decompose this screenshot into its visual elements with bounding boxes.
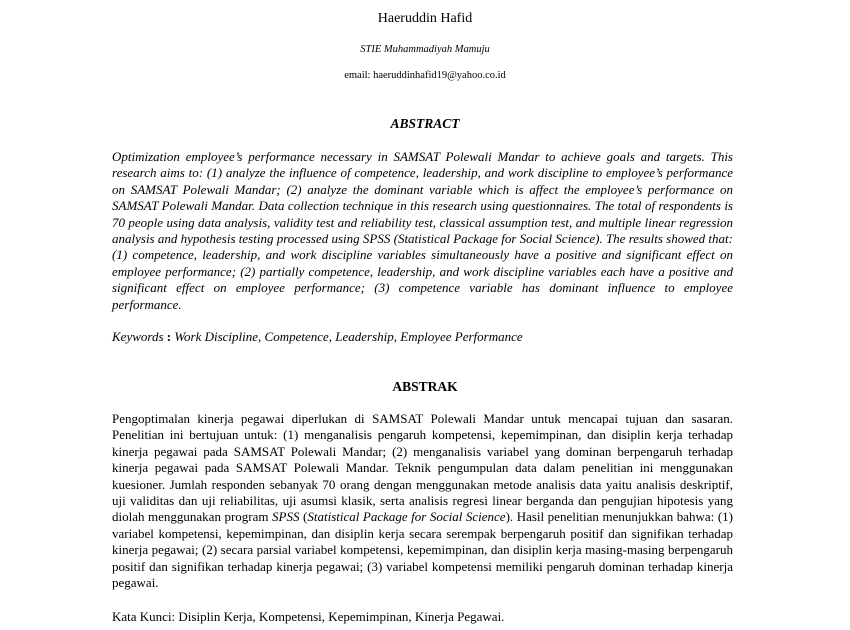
keywords-line [112, 329, 733, 345]
keywords-label: Keywords [112, 329, 164, 344]
abstrak-body [112, 411, 733, 591]
keywords-terms: Work Discipline, Competence, Leadership, Employee Performance [174, 329, 523, 344]
abstrak-body-part2: ). Hasil penelitian menunjukkan bahwa: (1) variabel kompetensi, kepemimpinan, dan disiplin kerja secara serempak berpengaruh positif dan signifikan terhadap kinerja pegawai; (2) secara parsial variabel kompetensi, kepemimpinan, dan disiplin kerja masing-masing berpengaruh positif dan signifikan terhadap kinerja pegawai; (3) variabel kompetensi memiliki pengaruh dominan terhadap kinerja pegawai. [112, 509, 733, 591]
keywords-colon: : [163, 329, 175, 344]
abstrak-paren-open: ( [299, 509, 308, 525]
abstrak-spss: SPSS [272, 509, 300, 525]
author-name: Haeruddin Hafid [377, 11, 473, 26]
author-email: email: haeruddinhafid19@yahoo.co.id [344, 70, 506, 81]
abstract-heading: ABSTRACT [390, 116, 460, 131]
kata-kunci-line: Kata Kunci: Disiplin Kerja, Kompetensi, Kepemimpinan, Kinerja Pegawai. [112, 609, 505, 624]
author-affiliation: STIE Muhammadiyah Mamuju [360, 44, 490, 55]
abstract-body: Optimization employee’s performance necessary in SAMSAT Polewali Mandar to achieve goals and targets. This research aims to: (1) analyze the influence of competence, leadership, and work discipline to employee’s performance on SAMSAT Polewali Mandar; (2) analyze the dominant variable which is affect the employee’s performance on SAMSAT Polewali Mandar. Data collection technique in this research using questionnaires. The total of respondents is 70 people using data analysis, validity test and reliability test, classical assumption test, and multiple linear regression analysis and hypothesis testing processed using SPSS (Statistical Package for Social Science). The results showed that: (1) competence, leadership, and work discipline variables simultaneously have a positive and significant effect on employee performance; (2) partially competence, leadership, and work discipline variables each have a positive and significant effect on employee performance; (3) competence variable has dominant influence to employee performance. [112, 149, 733, 312]
abstrak-spss-full: Statistical Package for Social Science [307, 509, 506, 525]
abstrak-heading: ABSTRAK [392, 379, 458, 394]
abstrak-body-part1: Pengoptimalan kinerja pegawai diperlukan di SAMSAT Polewali Mandar untuk mencapai tujuan dan sasaran. Penelitian ini bertujuan untuk: (1) menganalisis pengaruh kompetensi, kepemimpinan, dan disiplin kerja terhadap kinerja pegawai pada SAMSAT Polewali Mandar; (2) menganalisis variabel yang dominan berpengaruh terhadap kinerja pegawai pada SAMSAT Polewali Mandar. Teknik pengumpulan data dalam penelitian ini menggunakan kuesioner. Jumlah responden sebanyak 70 orang dengan menggunakan metode analisis data yaitu analisis deskriptif, uji validitas dan uji reliabilitas, uji asumsi klasik, serta analisis regresi linear berganda dan pengujian hipotesis yang diolah menggunakan program [112, 411, 733, 525]
